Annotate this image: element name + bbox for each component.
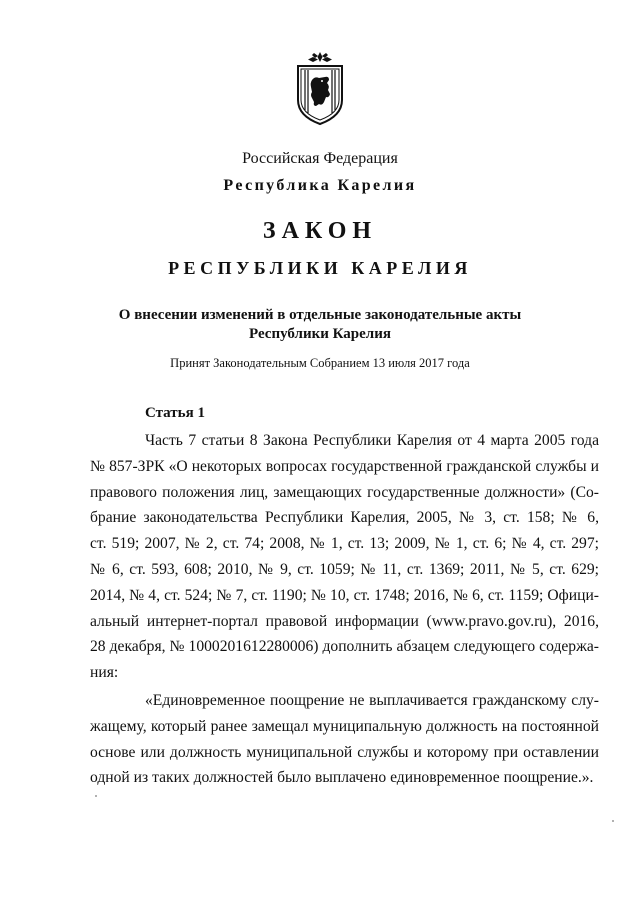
adoption-note: Принят Законодательным Собранием 13 июля 2017 года xyxy=(170,356,470,370)
republic-name: Республика Карелия xyxy=(223,177,417,194)
paragraph-line: брание законодательства Республики Карелия, 2005, № 3, ст. 158; № 6, xyxy=(90,509,599,527)
document-title-line: Республики Карелия xyxy=(249,326,391,342)
document-title xyxy=(100,306,540,344)
paragraph-line: 2014, № 4, ст. 524; № 7, ст. 1190; № 10, ст. 1748; 2016, № 6, ст. 1159; Офици- xyxy=(90,586,599,604)
quote-line: «Единовременное поощрение не выплачивается гражданскому слу- xyxy=(145,692,599,709)
quote-line: жащему, который ранее замещал муниципальную должность на постоянной xyxy=(90,717,599,735)
quote-line: одной из таких должностей было выплачено единовременное поощрение.». xyxy=(90,769,594,787)
paragraph-line: ния: xyxy=(90,664,119,682)
paragraph-line: Часть 7 статьи 8 Закона Республики Карелия от 4 марта 2005 года xyxy=(145,432,599,449)
paragraph-line: № 6, ст. 593, 608; 2010, № 9, ст. 1059; № 11, ст. 1369; 2011, № 5, ст. 629; xyxy=(90,560,599,578)
scan-speck xyxy=(612,820,614,822)
paragraph-line: № 857-ЗРК «О некоторых вопросах государственной гражданской службы и xyxy=(90,457,599,475)
law-subtitle: РЕСПУБЛИКИ КАРЕЛИЯ xyxy=(168,258,472,278)
coat-of-arms-icon xyxy=(292,50,348,126)
paragraph-line: альный интернет-портал правовой информации (www.pravo.gov.ru), 2016, xyxy=(90,612,599,630)
paragraph-line: 28 декабря, № 1000201612280006) дополнить абзацем следующего содержа- xyxy=(90,638,599,656)
quoted-paragraph xyxy=(90,688,599,791)
article-heading: Статья 1 xyxy=(145,405,205,421)
scan-speck xyxy=(95,795,97,797)
document-title-line: О внесении изменений в отдельные законодательные акты xyxy=(118,307,522,323)
law-title: ЗАКОН xyxy=(262,218,378,244)
country-name: Российская Федерация xyxy=(242,150,398,167)
quote-line: основе или должность муниципальной службы и которому при оставлении xyxy=(90,743,599,761)
article-paragraph xyxy=(90,428,599,686)
paragraph-line: правового положения лиц, замещающих государственные должности» (Со- xyxy=(90,483,599,501)
paragraph-line: ст. 519; 2007, № 2, ст. 74; 2008, № 1, ст. 13; 2009, № 1, ст. 6; № 4, ст. 297; xyxy=(90,535,599,553)
